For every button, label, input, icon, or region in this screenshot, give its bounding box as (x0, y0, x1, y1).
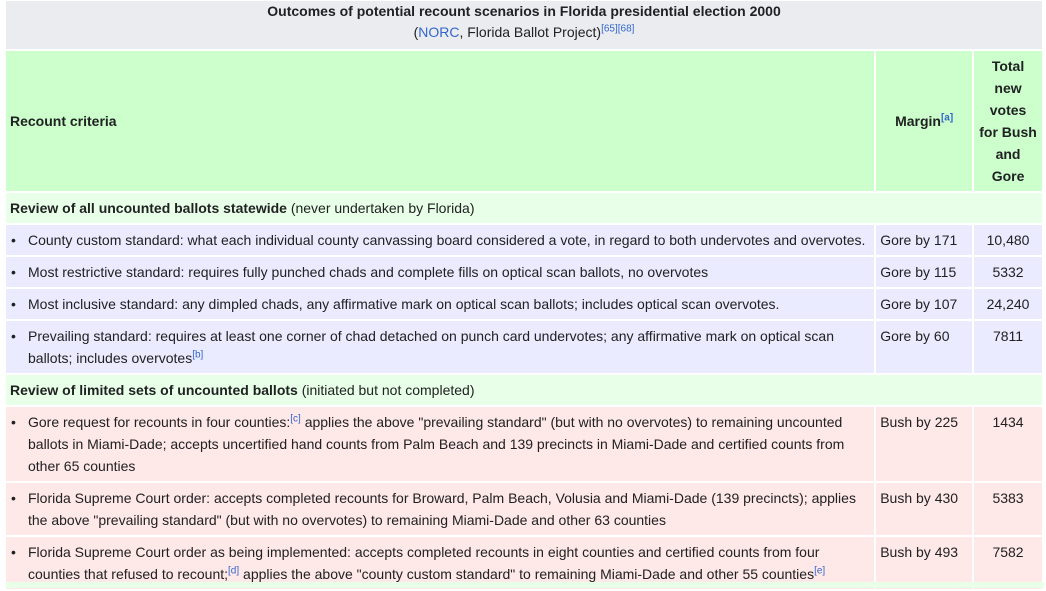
header-recount-criteria (6, 51, 874, 191)
next-section-strip (6, 582, 1044, 588)
bullet-icon: • (11, 296, 16, 312)
total-cell: 5332 (974, 257, 1042, 287)
section-title: Review of all uncounted ballots statewide (10, 200, 287, 216)
header-criteria-label: Recount criteria (10, 113, 117, 129)
section-title: Review of limited sets of uncounted ballots (10, 382, 298, 398)
margin-cell: Bush by 493 (876, 537, 972, 589)
table-row (6, 483, 1042, 535)
footnote-link[interactable]: [b] (192, 349, 204, 361)
margin-cell: Bush by 225 (876, 407, 972, 481)
norc-link[interactable]: NORC (418, 24, 460, 40)
criteria-cell (6, 225, 874, 255)
criteria-cell (6, 289, 874, 319)
header-total-line: and (995, 146, 1021, 162)
criteria-text: Most inclusive standard: any dimpled chads, any affirmative mark on optical scan ballots; includes optical scan overvotes. (28, 296, 780, 312)
bullet-icon: • (11, 264, 16, 280)
header-total-new-votes (974, 51, 1042, 191)
caption-title: Outcomes of potential recount scenarios in Florida presidential election 2000 (267, 3, 781, 19)
criteria-cell (6, 407, 874, 481)
recount-table (4, 0, 1044, 591)
table-row (6, 321, 1042, 373)
header-total-line: Total (991, 58, 1025, 74)
footnote-link[interactable]: [e] (814, 565, 826, 577)
bullet-icon: • (11, 328, 16, 344)
section-note: (never undertaken by Florida) (286, 200, 475, 216)
table-row (6, 289, 1042, 319)
total-cell: 1434 (974, 407, 1042, 481)
table-row (6, 257, 1042, 287)
margin-cell: Bush by 430 (876, 483, 972, 535)
bullet-icon: • (11, 544, 16, 560)
margin-cell: Gore by 107 (876, 289, 972, 319)
footnote-link[interactable]: [d] (228, 565, 240, 577)
table-row (6, 407, 1042, 481)
criteria-cell (6, 257, 874, 287)
criteria-cell (6, 321, 874, 373)
total-cell: 7811 (974, 321, 1042, 373)
criteria-text: applies the above "prevailing standard" (but with no overvotes) to remaining uncounted ballots in Miami-Dade; accepts uncertified hand counts from Palm Beach and 139 precincts in Miami-Dade and certified counts from other 65 counties (28, 414, 845, 474)
criteria-text: Gore request for recounts in four counties: (28, 414, 291, 430)
criteria-text: Prevailing standard: requires at least one corner of chad detached on punch card undervotes; any affirmative mark on optical scan ballots; includes overvotes (28, 328, 834, 366)
criteria-text: applies the above "county custom standard" to remaining Miami-Dade and other 55 counties (239, 566, 815, 582)
header-total-line: Gore (991, 168, 1025, 184)
bullet-icon: • (11, 232, 16, 248)
table-caption (6, 1, 1042, 49)
bullet-icon: • (11, 490, 16, 506)
total-cell: 5383 (974, 483, 1042, 535)
caption-rest: , Florida Ballot Project) (459, 24, 602, 40)
header-total-line: votes (989, 102, 1027, 118)
margin-cell: Gore by 171 (876, 225, 972, 255)
margin-cell: Gore by 115 (876, 257, 972, 287)
criteria-text: Florida Supreme Court order as being implemented: accepts completed recounts in eight counties and certified counts from four counties that refused to recount; (28, 544, 820, 582)
table-row (6, 225, 1042, 255)
margin-cell: Gore by 60 (876, 321, 972, 373)
header-total-line: for Bush (979, 124, 1037, 140)
margin-ref-link[interactable]: [a] (940, 112, 954, 124)
criteria-text: Florida Supreme Court order: accepts completed recounts for Broward, Palm Beach, Volusia and Miami-Dade (139 precincts); applies the above "prevailing standard" (but with no overvotes) to remaining Miami-Dade and other 63 counties (28, 490, 856, 528)
total-cell: 7582 (974, 537, 1042, 589)
header-margin-label: Margin (895, 113, 941, 129)
criteria-cell (6, 483, 874, 535)
section-header-limited (6, 375, 1042, 405)
total-cell: 24,240 (974, 289, 1042, 319)
criteria-text: County custom standard: what each individual county canvassing board considered a vote, in regard to both undervotes and overvotes. (28, 232, 866, 248)
caption-source (10, 22, 1038, 43)
caption-refs-link[interactable]: [65][68] (601, 23, 635, 35)
bullet-icon: • (11, 414, 16, 430)
footnote-link[interactable]: [c] (290, 413, 301, 425)
criteria-text: Most restrictive standard: requires fully punched chads and complete fills on optical scan ballots, no overvotes (28, 264, 709, 280)
caption-paren: ( (413, 24, 419, 40)
section-header-statewide (6, 193, 1042, 223)
header-total-line: new (994, 80, 1022, 96)
header-margin (876, 51, 972, 191)
section-note: (initiated but not completed) (297, 382, 475, 398)
total-cell: 10,480 (974, 225, 1042, 255)
